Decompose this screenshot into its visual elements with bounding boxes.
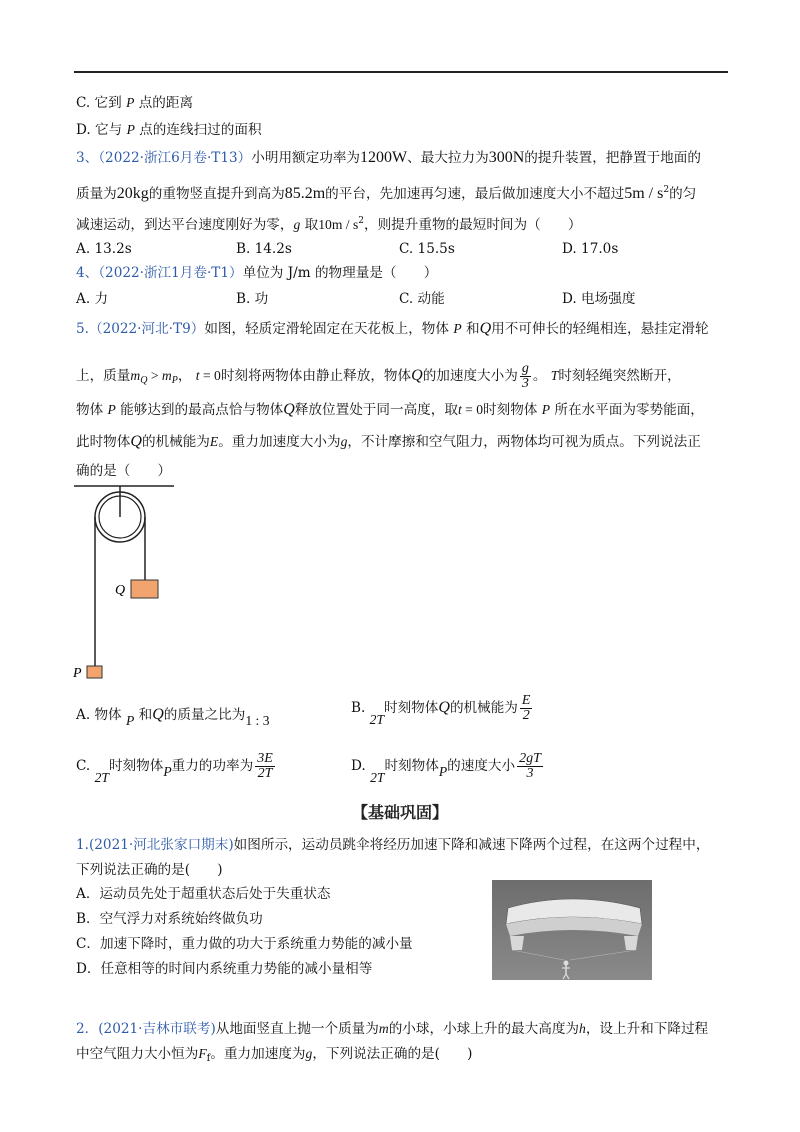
prev-option-c: C. 它到 P 点的距离	[76, 95, 194, 111]
block-q	[131, 580, 158, 598]
q3-line-2: 质量为20kg的重物竖直提升到高为85.2m的平台，先加速再匀速，最后做加速度大小不超过$5m / s^2$的匀	[76, 185, 697, 202]
q4-option-a[interactable]: A. 力	[76, 291, 109, 307]
b1-line-2: 下列说法正确的是( )	[76, 862, 223, 878]
q5-line-5: 确的是（ ）	[76, 463, 172, 479]
q5-option-d[interactable]: D. 2T时刻物体P的速度大小 $\frac{2gT}{3}$	[351, 751, 541, 785]
b2-line-2: 中空气阻力大小恒为$F_f$。重力加速度为g，下列说法正确的是( )	[76, 1046, 473, 1064]
q3-option-a[interactable]: A. 13.2s	[76, 241, 132, 257]
b1-line-1: 1.(2021·河北张家口期末)如图所示，运动员跳伞将经历加速下降和减速下降两个过程，在这两个过程中，	[76, 837, 710, 853]
b1-option-b[interactable]: B．空气浮力对系统始终做负功	[76, 911, 263, 927]
q5-option-b[interactable]: B. 2T时刻物体Q的机械能为 $\frac{E}{2}$	[351, 693, 531, 727]
q4-option-c[interactable]: C. 动能	[399, 291, 445, 307]
q4-option-d[interactable]: D. 电场强度	[562, 291, 636, 307]
label-q: Q	[115, 583, 126, 598]
q5-line-1: 5.（2022·河北·T9）如图，轻质定滑轮固定在天花板上，物体 P 和Q用不可伸长的轻绳相连，悬挂定滑轮	[76, 320, 709, 337]
header-rule	[74, 71, 728, 73]
q5-line-4: 此时物体Q的机械能为E。重力加速度大小为g，不计摩擦和空气阻力，两物体均可视为质点。下列说法正	[76, 433, 701, 450]
block-p	[87, 666, 102, 678]
q4-option-b[interactable]: B. 功	[236, 291, 269, 307]
q3-line-1: 3、（2022·浙江6月卷·T13）小明用额定功率为1200W、最大拉力为300N的提升装置，把静置于地面的	[76, 149, 701, 166]
q5-line-3: 物体 P 能够达到的最高点恰与物体Q释放位置处于同一高度，取t = 0时刻物体 P 所在水平面为零势能面，	[76, 401, 704, 418]
q3-option-d[interactable]: D. 17.0s	[562, 241, 619, 257]
q4-stem: 4、（2022·浙江1月卷·T1）单位为 J/m 的物理量是（ ）	[76, 265, 438, 281]
q3-option-c[interactable]: C. 15.5s	[399, 241, 455, 257]
b2-line-1: 2．(2021·吉林市联考)从地面竖直上抛一个质量为m的小球，小球上升的最大高度为h，设上升和下降过程	[76, 1021, 709, 1037]
q5-accel-fraction: $\frac{g}{3}$	[521, 361, 529, 391]
section-heading: 【基础巩固】	[351, 803, 448, 822]
q5-line-2: 上，质量$m_Q > m_P$， t = 0时刻将两物体由静止释放，物体Q的加速度大小为 $\frac{g}{3}$ 。 T时刻轻绳突然断开，	[76, 361, 681, 391]
prev-option-d: D. 它与 P 点的连线扫过的面积	[76, 122, 262, 138]
b1-option-d[interactable]: D．任意相等的时间内系统重力势能的减小量相等	[76, 961, 373, 977]
parachute-photo	[492, 880, 652, 980]
b1-option-a[interactable]: A．运动员先处于超重状态后处于失重状态	[76, 886, 331, 902]
b1-option-c[interactable]: C．加速下降时，重力做的功大于系统重力势能的减小量	[76, 936, 413, 952]
label-p: P	[73, 666, 82, 681]
pulley-diagram	[70, 480, 210, 690]
q5-option-c[interactable]: C. 2T时刻物体P重力的功率为 $\frac{3E}{2T}$	[76, 751, 273, 785]
q5-option-a[interactable]: A. 物体 P 和Q的质量之比为1 : 3	[76, 706, 270, 728]
q3-option-b[interactable]: B. 14.2s	[236, 241, 292, 257]
q3-line-3: 减速运动，到达平台速度刚好为零，g 取$10m / s^2$，则提升重物的最短时间为（ ）	[76, 216, 582, 233]
